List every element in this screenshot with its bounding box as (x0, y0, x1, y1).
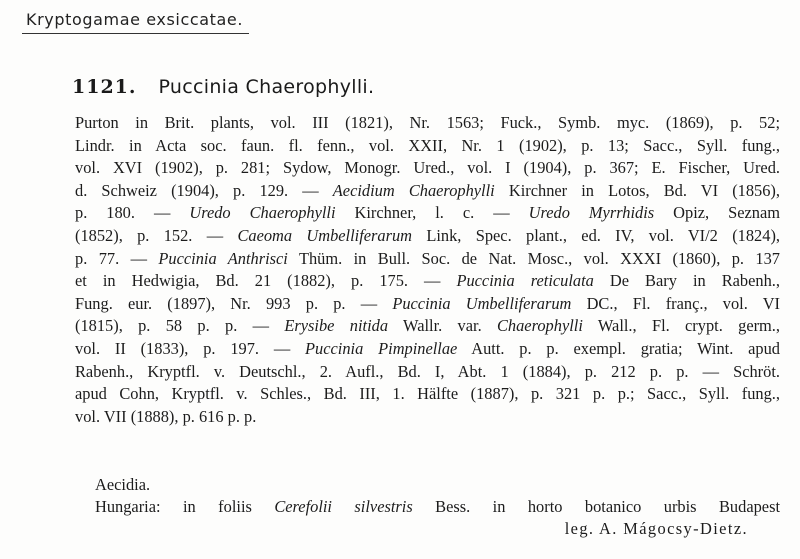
citation-text: apud Cohn, Kryptfl. v. Schles., Bd. III, 1. Hälfte (1887), p. 321 p. p.; Sacc., Syll. fung., (75, 384, 780, 404)
citation-text: et in Hedwigia, Bd. 21 (1882), p. 175. — (75, 271, 457, 291)
synonymy-line (75, 248, 780, 271)
taxon-name: Caeoma Umbelliferarum (237, 225, 413, 245)
taxon-name: Erysibe nitida (284, 316, 389, 336)
citation-text: (1815), p. 58 p. p. — (75, 316, 285, 336)
taxon-name: Uredo Myrrhidis (528, 203, 655, 223)
synonymy-line (75, 157, 780, 180)
synonymy-line (75, 383, 780, 406)
species-name: Puccinia Chaerophylli. (158, 76, 375, 98)
synonymy-line (75, 202, 780, 225)
synonymy-line (75, 270, 780, 293)
synonymy-line (75, 406, 780, 429)
locality-pre: : in foliis (156, 497, 275, 516)
citation-text: vol. VII (1888), p. 616 p. p. (75, 406, 257, 426)
synonymy-line (75, 135, 780, 158)
citation-text: Wallr. var. (388, 316, 497, 336)
citation-text: Kirchner in Lotos, Bd. VI (1856), (494, 180, 780, 200)
synonymy-paragraph (75, 112, 780, 428)
taxon-name: Chaerophylli (496, 316, 583, 336)
taxon-name: Aecidium Chaerophylli (332, 180, 495, 200)
citation-text: Purton in Brit. plants, vol. III (1821), Nr. 1563; Fuck., Symb. myc. (1869), p. 52; (75, 113, 780, 132)
synonymy-line (75, 361, 780, 384)
synonymy-line (75, 225, 780, 248)
citation-text: Link, Spec. plant., ed. IV, vol. VI/2 (1824), (412, 225, 780, 245)
taxon-name: Puccinia reticulata (456, 271, 594, 291)
locality-line (95, 497, 780, 517)
citation-text: vol. II (1833), p. 197. — (75, 338, 306, 358)
citation-text: Thüm. in Bull. Soc. de Nat. Mosc., vol. XXXI (1860), p. 137 (287, 248, 780, 268)
series-header: Kryptogamae exsiccatae. (22, 10, 249, 34)
taxon-name: Puccinia Pimpinellae (305, 338, 458, 358)
synonymy-line (75, 315, 780, 338)
taxon-name: Uredo Chaerophylli (189, 203, 336, 223)
locality-post: Bess. in horto botanico urbis Budapest (412, 497, 780, 516)
taxon-name: Puccinia Umbelliferarum (392, 293, 572, 313)
citation-text: Opiz, Seznam (654, 203, 781, 223)
stage-label: Aecidia. (95, 475, 151, 494)
collector-line: leg. A. Mágocsy-Dietz. (564, 519, 748, 538)
citation-text: (1852), p. 152. — (75, 225, 238, 245)
synonymy-line (75, 338, 780, 361)
citation-text: Rabenh., Kryptfl. v. Deutschl., 2. Aufl., Bd. I, Abt. 1 (1884), p. 212 p. p. — Schröt. (75, 361, 780, 381)
citation-text: Wall., Fl. crypt. germ., (582, 316, 780, 336)
citation-text: De Bary in Rabenh., (593, 271, 780, 291)
synonymy-line (75, 180, 780, 203)
locality-country: Hungaria (95, 497, 156, 516)
synonymy-line (75, 293, 780, 316)
synonymy-line (75, 112, 780, 135)
taxon-name: Puccinia Anthrisci (158, 248, 288, 268)
entry-number: 1121. (72, 76, 137, 98)
citation-text: Fung. eur. (1897), Nr. 993 p. p. — (75, 293, 393, 313)
entry-title (72, 76, 374, 98)
citation-text: Lindr. in Acta soc. faun. fl. fenn., vol. XXII, Nr. 1 (1902), p. 13; Sacc., Syll. fung., (75, 135, 780, 155)
citation-text: p. 180. — (75, 203, 190, 223)
citation-text: d. Schweiz (1904), p. 129. — (75, 180, 333, 200)
citation-text: DC., Fl. franç., vol. VI (571, 293, 780, 313)
citation-text: vol. XVI (1902), p. 281; Sydow, Monogr. Ured., vol. I (1904), p. 367; E. Fischer, Ured. (75, 158, 780, 178)
citation-text: p. 77. — (75, 248, 159, 268)
citation-text: Autt. p. p. exempl. gratia; Wint. apud (457, 338, 780, 358)
citation-text: Kirchner, l. c. — (335, 203, 529, 223)
host-plant: Cerefolii silvestris (274, 497, 413, 516)
